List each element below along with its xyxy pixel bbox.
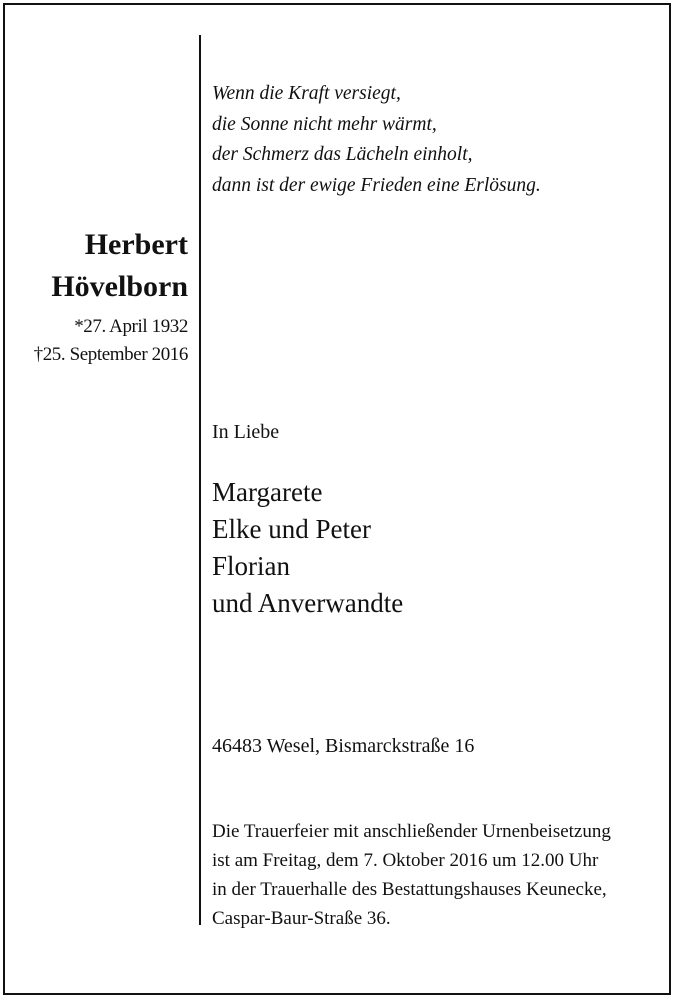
poem-line: dann ist der ewige Frieden eine Erlösung. [212,174,541,196]
mourner-name: Florian [212,551,290,581]
mourners-list [212,474,666,622]
life-dates [0,313,188,369]
death-date: †25. September 2016 [33,344,188,365]
poem-line: der Schmerz das Lächeln einholt, [212,144,473,165]
poem-line: die Sonne nicht mehr wärmt, [212,113,437,135]
service-line: ist am Freitag, dem 7. Oktober 2016 um 12.00 Uhr [212,850,599,871]
deceased-first-name: Herbert [84,228,188,261]
mourners-intro: In Liebe [212,421,280,443]
service-details [212,817,666,933]
poem-line: Wenn die Kraft versiegt, [212,83,401,104]
service-line: in der Trauerhalle des Bestattungshauses Keunecke, [212,879,607,900]
family-address: 46483 Wesel, Bismarckstraße 16 [212,735,475,757]
vertical-divider [199,35,201,925]
mourner-name: und Anverwandte [212,588,404,618]
poem [212,79,666,201]
birth-date: *27. April 1932 [74,316,188,337]
service-line: Die Trauerfeier mit anschließender Urnenbeisetzung [212,821,611,842]
mourner-name: Elke und Peter [212,514,371,544]
deceased-name [0,224,188,308]
service-line: Caspar-Baur-Straße 36. [212,908,391,929]
mourner-name: Margarete [212,477,323,507]
deceased-last-name: Hövelborn [51,270,188,303]
